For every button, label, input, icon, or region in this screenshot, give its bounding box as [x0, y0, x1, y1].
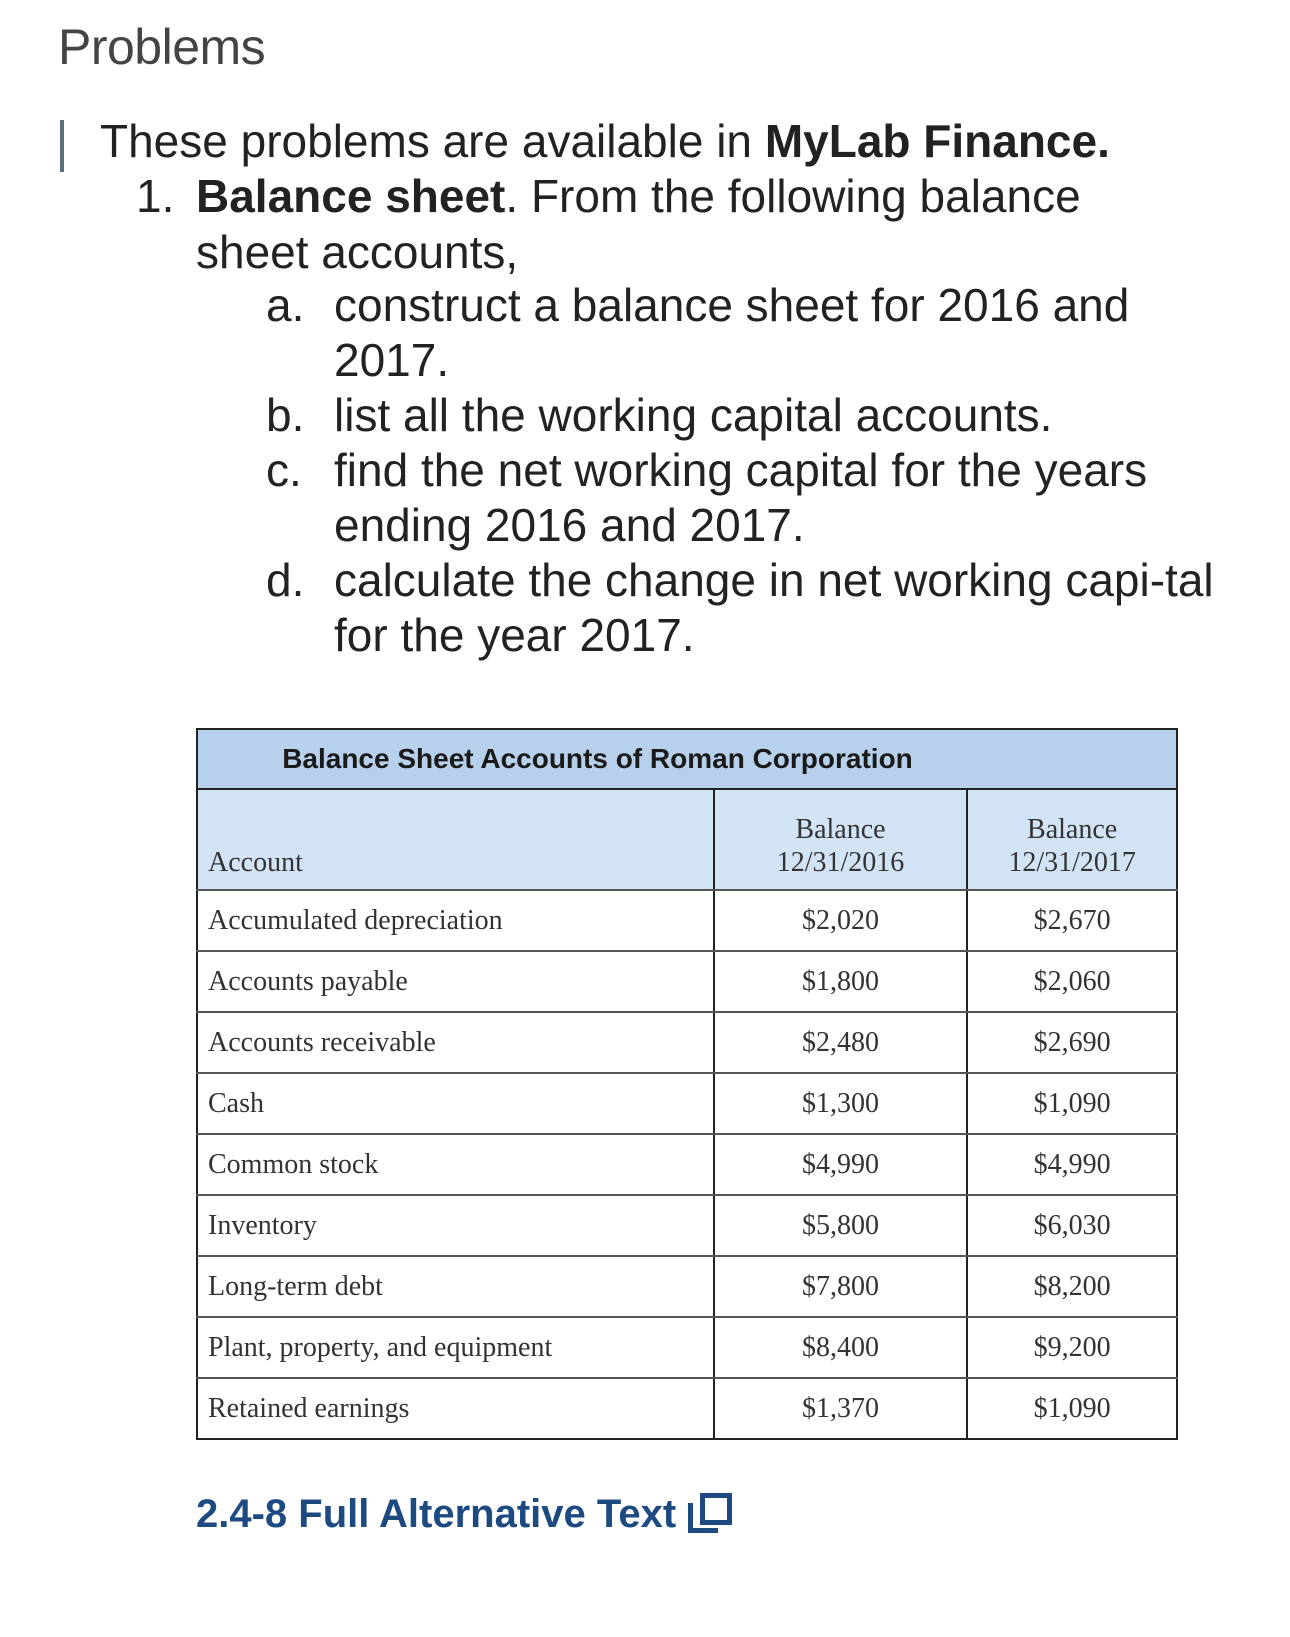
header-2016-line1: Balance	[795, 814, 886, 845]
subpart-text: construct a balance sheet for 2016 and 2017.	[334, 279, 1130, 386]
balance-2017: $6,030	[967, 1195, 1177, 1256]
problem-number: 1.	[136, 170, 175, 222]
table-row	[197, 1378, 1177, 1439]
account-name: Long-term debt	[197, 1256, 714, 1317]
table-title-row	[197, 729, 1177, 789]
alt-text-label[interactable]: 2.4-8 Full Alternative Text	[196, 1492, 677, 1536]
intro-emphasis: MyLab Finance.	[764, 115, 1110, 167]
table-row	[197, 1073, 1177, 1134]
balance-2017: $2,670	[967, 890, 1177, 951]
intro-text	[100, 113, 1110, 169]
header-account: Account	[197, 789, 714, 890]
account-name: Cash	[197, 1073, 714, 1134]
callout-bar	[60, 120, 64, 172]
subpart-item	[266, 443, 1226, 553]
subpart-letter: a.	[266, 279, 305, 331]
balance-2017: $1,090	[967, 1378, 1177, 1439]
subpart-list	[266, 278, 1226, 663]
table-row	[197, 1317, 1177, 1378]
table-row	[197, 1195, 1177, 1256]
open-in-new-window-icon[interactable]	[688, 1493, 734, 1537]
balance-sheet-table	[196, 728, 1178, 1440]
account-name: Accounts payable	[197, 951, 714, 1012]
header-2017-line2: 12/31/2017	[1008, 847, 1136, 878]
table-header-row	[197, 789, 1177, 890]
balance-2017: $8,200	[967, 1256, 1177, 1317]
intro-prefix: These problems are available in	[100, 115, 765, 167]
balance-2017: $4,990	[967, 1134, 1177, 1195]
subpart-letter: c.	[266, 444, 302, 496]
table-row	[197, 890, 1177, 951]
table-row	[197, 1256, 1177, 1317]
balance-2016: $1,800	[714, 951, 968, 1012]
balance-2017: $2,060	[967, 951, 1177, 1012]
subpart-item	[266, 278, 1226, 388]
header-2016-line2: 12/31/2016	[776, 847, 905, 878]
subpart-text: find the net working capital for the years ending 2016 and 2017.	[334, 444, 1148, 551]
full-alternative-text-link[interactable]	[196, 1492, 734, 1537]
icon-front-square	[700, 1493, 732, 1525]
balance-2017: $1,090	[967, 1073, 1177, 1134]
balance-2016: $7,800	[714, 1256, 968, 1317]
subpart-text: list all the working capital accounts.	[334, 389, 1053, 441]
balance-2016: $2,020	[714, 890, 968, 951]
account-name: Inventory	[197, 1195, 714, 1256]
subpart-item	[266, 388, 1226, 443]
balance-2017: $9,200	[967, 1317, 1177, 1378]
table-row	[197, 1012, 1177, 1073]
subpart-text: calculate the change in net working capi-tal for the year 2017.	[334, 554, 1214, 661]
table-row	[197, 951, 1177, 1012]
header-balance-2017	[967, 789, 1177, 890]
table-title: Balance Sheet Accounts of Roman Corporation	[197, 729, 1177, 789]
balance-2016: $2,480	[714, 1012, 968, 1073]
balance-2016: $4,990	[714, 1134, 968, 1195]
account-name: Retained earnings	[197, 1378, 714, 1439]
problem-title: Balance sheet	[196, 170, 506, 222]
subpart-letter: d.	[266, 554, 305, 606]
table-row	[197, 1134, 1177, 1195]
problem-statement	[196, 168, 1136, 280]
balance-2016: $8,400	[714, 1317, 968, 1378]
balance-2016: $1,370	[714, 1378, 968, 1439]
subpart-item	[266, 553, 1226, 663]
balance-2017: $2,690	[967, 1012, 1177, 1073]
subpart-letter: b.	[266, 389, 305, 441]
header-balance-2016	[714, 789, 968, 890]
account-name: Plant, property, and equipment	[197, 1317, 714, 1378]
header-2017-line1: Balance	[1027, 814, 1118, 845]
account-name: Accounts receivable	[197, 1012, 714, 1073]
balance-2016: $5,800	[714, 1195, 968, 1256]
balance-sheet-table-wrapper	[196, 728, 1178, 1440]
account-name: Accumulated depreciation	[197, 890, 714, 951]
balance-2016: $1,300	[714, 1073, 968, 1134]
account-name: Common stock	[197, 1134, 714, 1195]
page-title: Problems	[58, 19, 266, 75]
problem-text: . From the following balance sheet accounts,	[196, 170, 1081, 278]
